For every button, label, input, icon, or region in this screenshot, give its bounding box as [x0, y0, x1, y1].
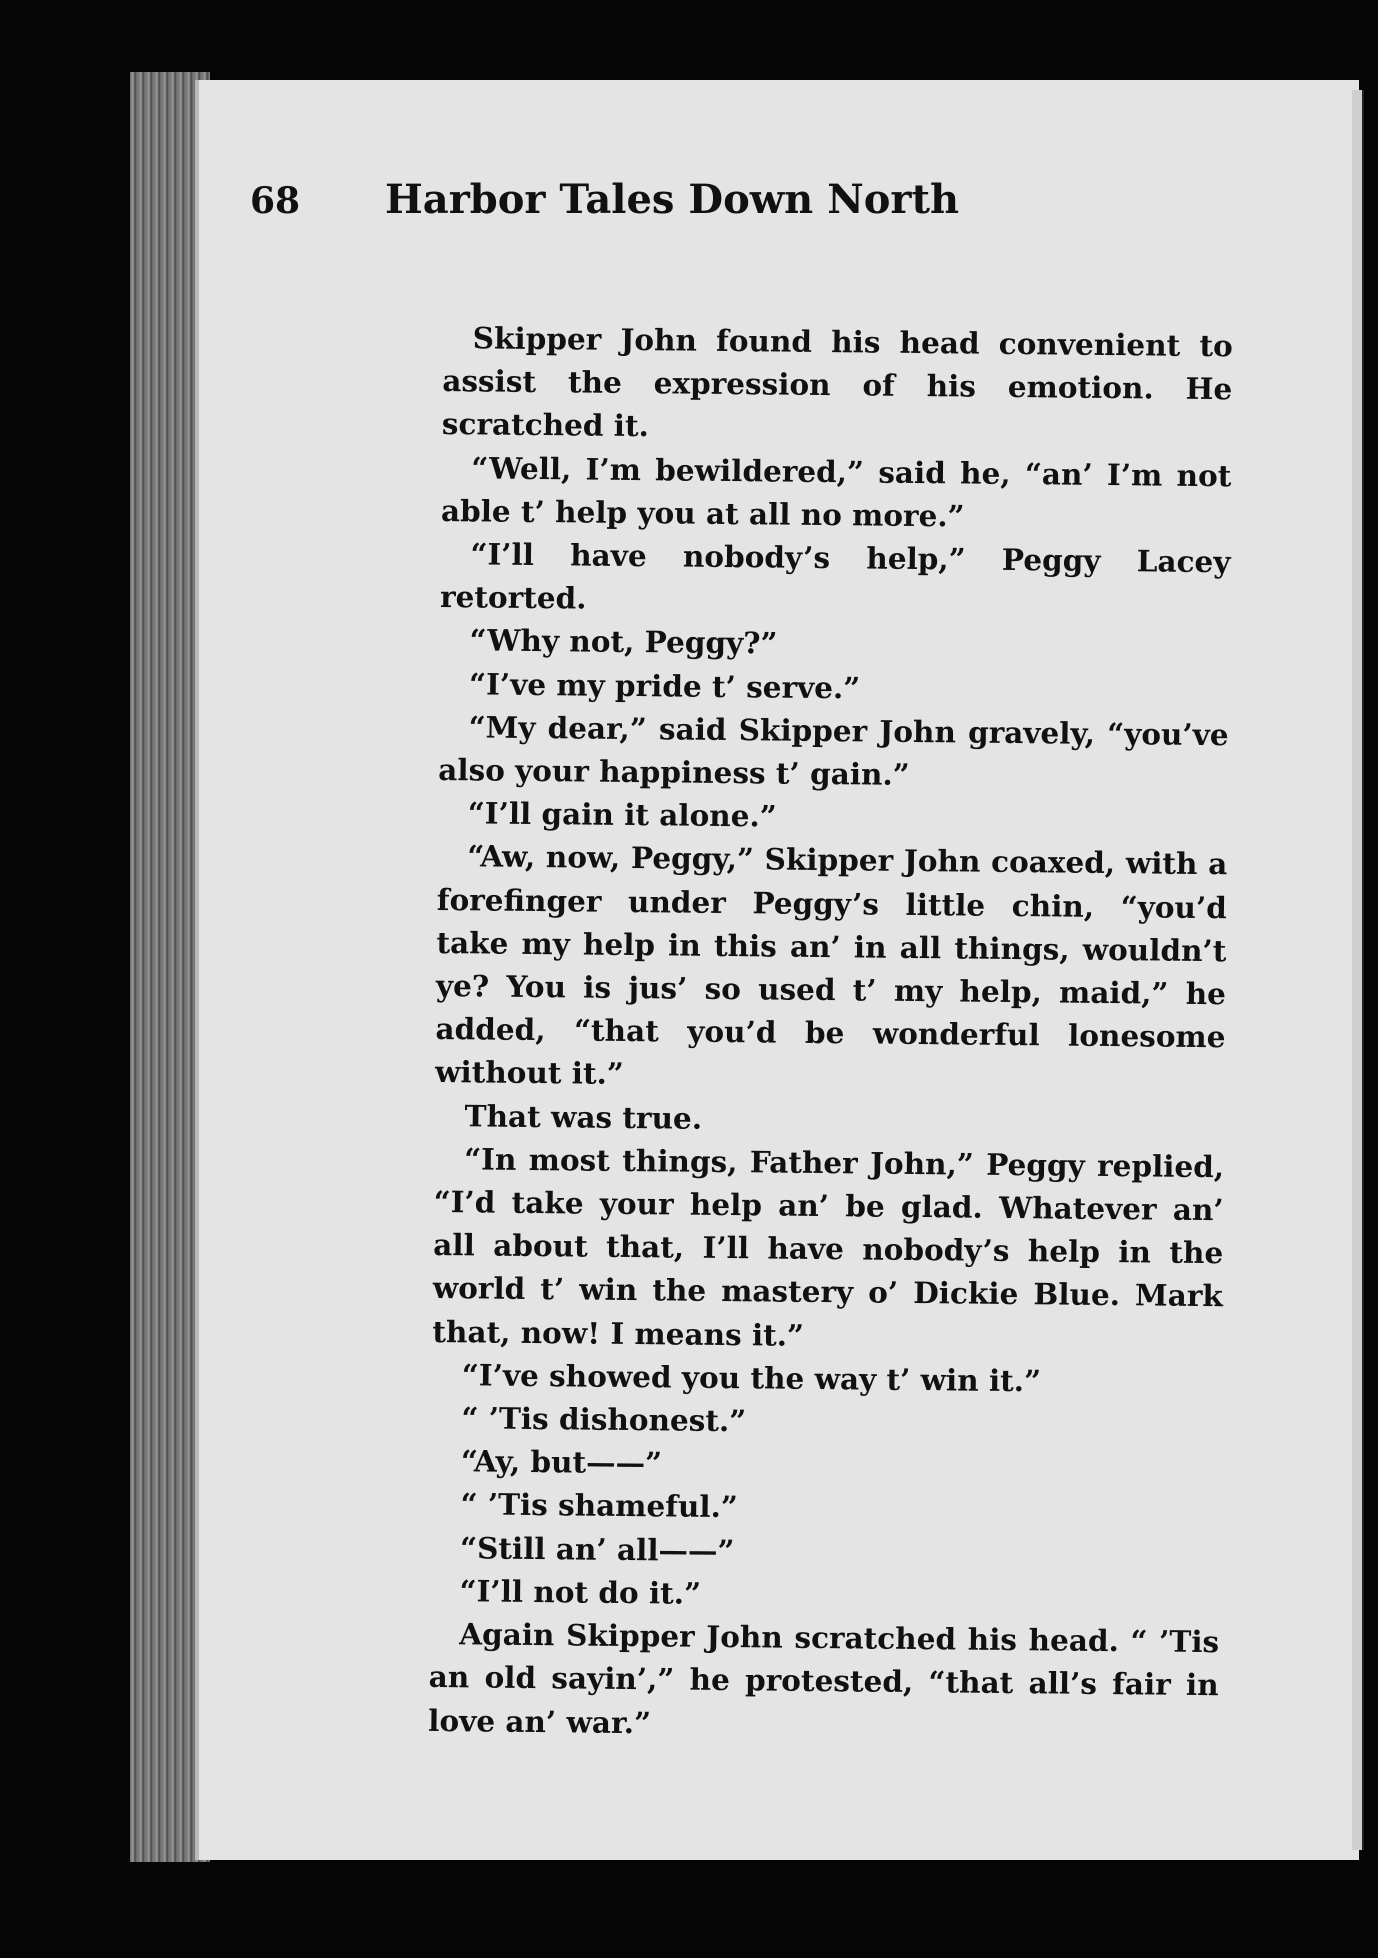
- body-text: [428, 316, 1233, 1750]
- paragraph: “I’ve showed you the way t’ win it.”: [461, 1357, 1042, 1399]
- paragraph: Again Skipper John scratched his head. “ ’Tis an old sayin’,” he protested, “that all’s fair in love an’ war.”: [428, 1616, 1220, 1740]
- page-header: [250, 170, 1110, 240]
- paragraph: “ ’Tis dishonest.”: [461, 1400, 747, 1439]
- paragraph: “Why not, Peggy?”: [469, 622, 778, 661]
- paragraph: “I’ll gain it alone.”: [467, 795, 777, 834]
- running-head: Harbor Tales Down North: [385, 176, 960, 223]
- paragraph: That was true.: [464, 1097, 703, 1136]
- paragraph: “In most things, Father John,” Peggy replied, “I’d take your help an’ be glad. Whatever an’ all about that, I’ll have nobody’s help in the world t’ win the mastery o’ Dickie Blue. Mark that, now! I means it.”: [432, 1141, 1225, 1353]
- paragraph: “Still an’ all——”: [459, 1529, 735, 1568]
- paragraph: “I’ve my pride t’ serve.”: [468, 665, 861, 706]
- paragraph: “ ’Tis shameful.”: [460, 1486, 739, 1525]
- book-right-edge: [1352, 90, 1364, 1850]
- paragraph: “My dear,” said Skipper John gravely, “you’ve also your happiness t’ gain.”: [438, 709, 1229, 792]
- paragraph: “Aw, now, Peggy,” Skipper John coaxed, with a forefinger under Peggy’s little chin, “you’d take my help in this an’ in all things, wouldn’t ye? You is jus’ so used t’ my help, maid,” he added, “that you’d be wonderful lonesome without it.”: [434, 838, 1228, 1092]
- page-number: 68: [250, 180, 301, 222]
- paragraph: “I’ll have nobody’s help,” Peggy Lacey retorted.: [439, 536, 1231, 616]
- paragraph: “I’ll not do it.”: [459, 1573, 702, 1611]
- paragraph: Skipper John found his head convenient to assist the expression of his emotion. He scratched it.: [441, 320, 1233, 444]
- paragraph: “Well, I’m bewildered,” said he, “an’ I’m not able t’ help you at all no more.”: [440, 449, 1232, 534]
- paragraph: “Ay, but——”: [460, 1443, 663, 1481]
